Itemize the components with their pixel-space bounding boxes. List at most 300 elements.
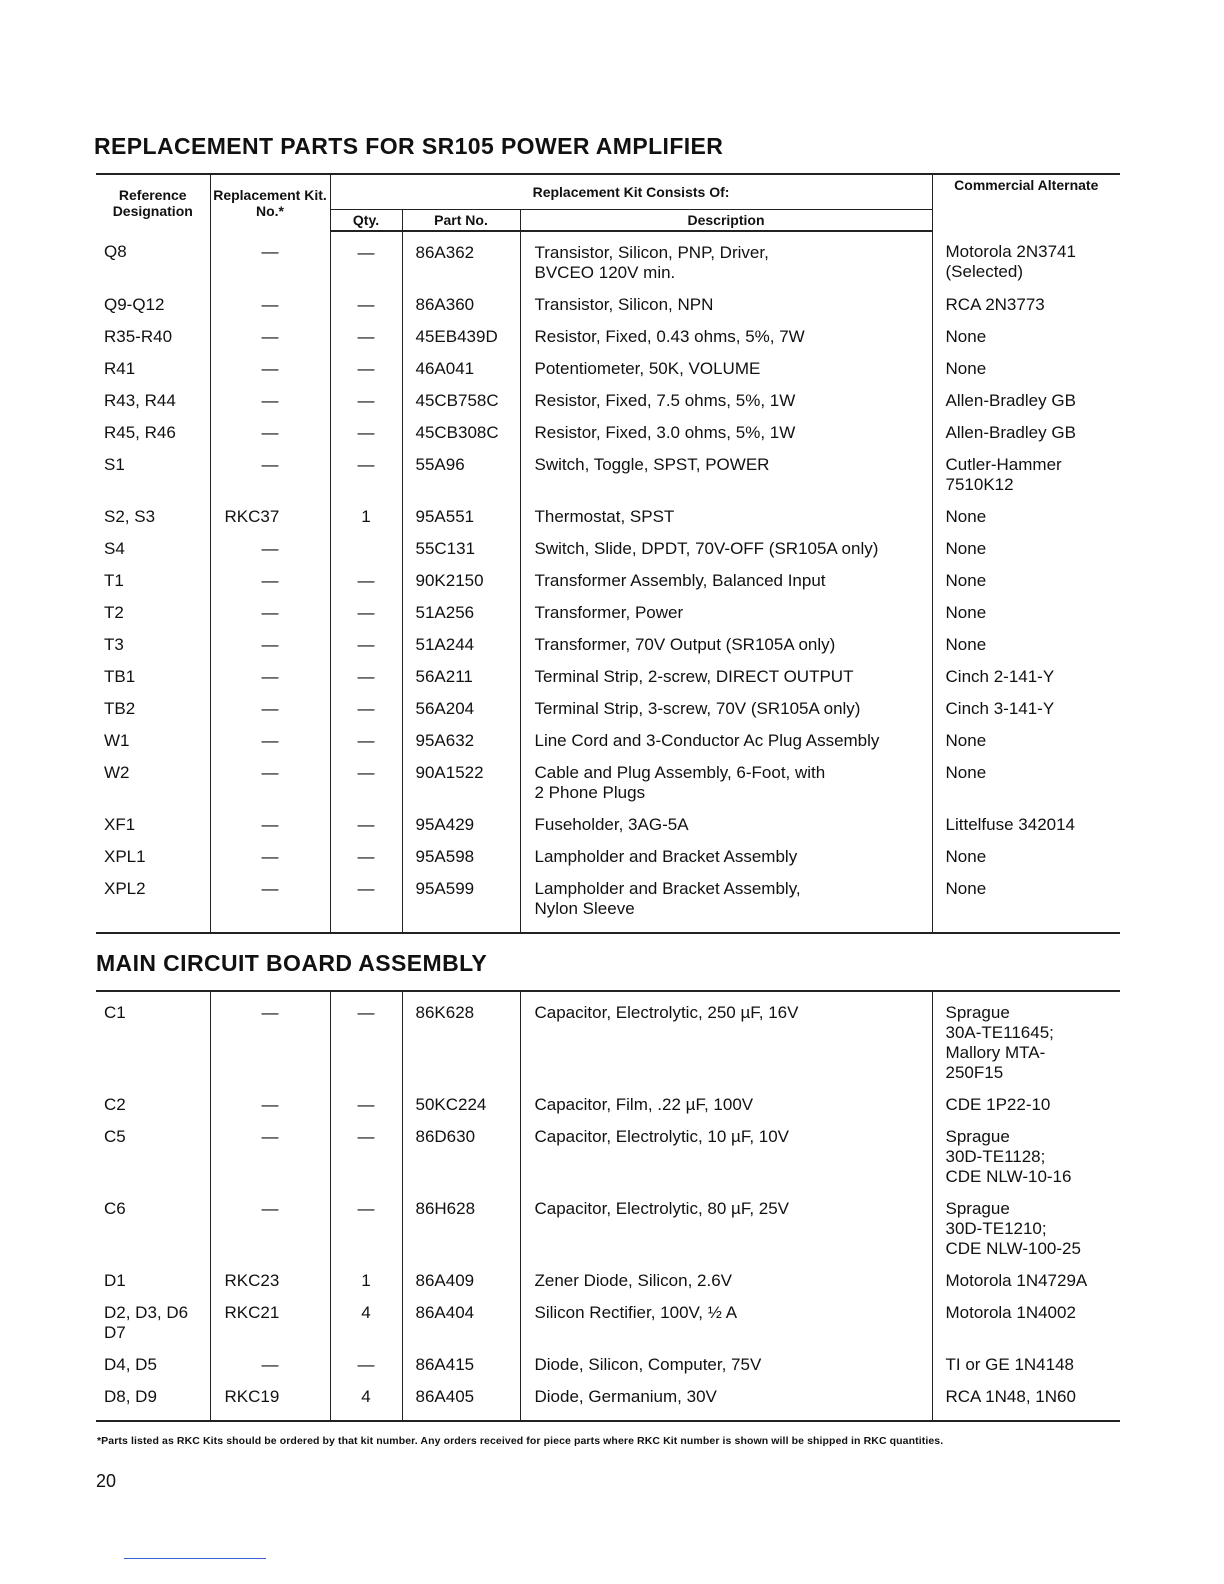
qty-cell-line: —: [357, 1003, 375, 1022]
part-number-cell-line: 86A360: [415, 295, 475, 314]
reference-cell: [96, 1376, 210, 1408]
description-cell-line: Terminal Strip, 2-screw, DIRECT OUTPUT: [534, 667, 854, 686]
description-cell: [520, 528, 932, 560]
alternate-cell: [932, 380, 1120, 412]
reference-cell-line: C1: [104, 1003, 126, 1022]
alternate-cell-line: (Selected): [945, 262, 1023, 281]
reference-cell: [96, 592, 210, 624]
part-number-cell: [402, 688, 520, 720]
part-number-cell: [402, 1260, 520, 1292]
table-row: [96, 592, 1120, 624]
kit-cell-line: —: [261, 1127, 279, 1146]
reference-cell-line: D2, D3, D6: [104, 1303, 189, 1322]
alternate-cell-line: None: [945, 539, 987, 558]
description-cell-line: Transformer, 70V Output (SR105A only): [534, 635, 836, 654]
part-number-cell-line: 51A256: [415, 603, 475, 622]
reference-cell-line: S1: [104, 455, 125, 474]
reference-cell: [96, 1188, 210, 1260]
alternate-cell: [932, 316, 1120, 348]
alternate-cell: [932, 412, 1120, 444]
alternate-cell: [932, 1084, 1120, 1116]
kit-cell: [210, 1188, 330, 1260]
description-cell: [520, 656, 932, 688]
table-row: [96, 348, 1120, 380]
alternate-cell: [932, 804, 1120, 836]
qty-cell: [330, 688, 402, 720]
part-number-cell: [402, 496, 520, 528]
part-number-cell-line: 90K2150: [415, 571, 484, 590]
part-number-cell: [402, 992, 520, 1084]
kit-cell: [210, 1292, 330, 1344]
header-reference: Reference Designation: [96, 174, 210, 231]
part-number-cell: [402, 720, 520, 752]
kit-cell: [210, 656, 330, 688]
description-cell-line: Diode, Silicon, Computer, 75V: [534, 1355, 762, 1374]
part-number-cell: [402, 868, 520, 920]
qty-cell: [330, 1260, 402, 1292]
description-cell-line: Resistor, Fixed, 3.0 ohms, 5%, 1W: [534, 423, 796, 442]
part-number-cell: [402, 1084, 520, 1116]
alternate-cell-line: 250F15: [945, 1063, 1004, 1082]
qty-cell-line: —: [357, 423, 375, 442]
reference-cell: [96, 752, 210, 804]
description-cell: [520, 1260, 932, 1292]
kit-cell: [210, 992, 330, 1084]
qty-cell-line: —: [357, 1355, 375, 1374]
description-cell-line: Silicon Rectifier, 100V, ½ A: [534, 1303, 738, 1322]
qty-cell: [330, 284, 402, 316]
description-cell-line: Line Cord and 3-Conductor Ac Plug Assembly: [534, 731, 880, 750]
alternate-cell: [932, 1344, 1120, 1376]
table-row: [96, 1084, 1120, 1116]
description-cell-line: BVCEO 120V min.: [534, 263, 676, 282]
qty-cell-line: —: [357, 667, 375, 686]
alternate-cell: [932, 1260, 1120, 1292]
main-board-table: [96, 990, 1120, 1422]
description-cell: [520, 1188, 932, 1260]
qty-cell-line: —: [357, 1095, 375, 1114]
part-number-cell: [402, 348, 520, 380]
kit-cell: [210, 348, 330, 380]
kit-cell-line: —: [261, 455, 279, 474]
alternate-cell-line: CDE NLW-100-25: [945, 1239, 1081, 1258]
reference-cell: [96, 868, 210, 920]
alternate-cell: [932, 284, 1120, 316]
qty-cell-line: —: [357, 295, 375, 314]
alternate-cell: [932, 992, 1120, 1084]
reference-cell-line: W2: [104, 763, 130, 782]
kit-cell-line: —: [261, 1199, 279, 1218]
alternate-cell-line: None: [945, 507, 987, 526]
description-cell-line: Switch, Slide, DPDT, 70V-OFF (SR105A only): [534, 539, 879, 558]
qty-cell: [330, 804, 402, 836]
qty-cell: [330, 1116, 402, 1188]
description-cell: [520, 284, 932, 316]
page-number: 20: [96, 1471, 117, 1491]
kit-cell: [210, 624, 330, 656]
kit-cell: [210, 316, 330, 348]
qty-cell: [330, 1376, 402, 1408]
part-number-cell: [402, 592, 520, 624]
part-number-cell-line: 45EB439D: [415, 327, 498, 346]
reference-cell-line: XPL2: [104, 879, 146, 898]
alternate-cell-line: None: [945, 571, 987, 590]
part-number-cell-line: 95A598: [415, 847, 475, 866]
alternate-cell: [932, 496, 1120, 528]
part-number-cell: [402, 1116, 520, 1188]
reference-cell-line: Q8: [104, 242, 127, 261]
part-number-cell: [402, 1188, 520, 1260]
part-number-cell: [402, 1292, 520, 1344]
qty-cell: [330, 1344, 402, 1376]
description-cell-line: Lampholder and Bracket Assembly: [534, 847, 798, 866]
alternate-cell-line: None: [945, 359, 987, 378]
qty-cell: [330, 560, 402, 592]
description-cell: [520, 720, 932, 752]
alternate-cell: [932, 1188, 1120, 1260]
part-number-cell: [402, 836, 520, 868]
alternate-cell: [932, 752, 1120, 804]
header-consists: Replacement Kit Consists Of:: [330, 174, 932, 210]
table-row: [96, 496, 1120, 528]
kit-cell: [210, 1376, 330, 1408]
reference-cell-line: S4: [104, 539, 125, 558]
reference-cell: [96, 1260, 210, 1292]
reference-cell: [96, 836, 210, 868]
kit-cell: [210, 1344, 330, 1376]
kit-cell: [210, 836, 330, 868]
reference-cell-line: XPL1: [104, 847, 146, 866]
reference-cell: [96, 444, 210, 496]
kit-cell: [210, 688, 330, 720]
reference-cell: [96, 992, 210, 1084]
kit-cell-line: —: [261, 242, 279, 261]
table-row: [96, 992, 1120, 1084]
kit-cell-line: —: [261, 815, 279, 834]
kit-cell-line: —: [261, 359, 279, 378]
part-number-cell-line: 86A404: [415, 1303, 475, 1322]
part-number-cell: [402, 804, 520, 836]
description-cell-line: Transformer Assembly, Balanced Input: [534, 571, 826, 590]
part-number-cell-line: 46A041: [415, 359, 475, 378]
header-qty: Qty.: [330, 210, 402, 232]
table-row: [96, 1292, 1120, 1344]
alternate-cell: [932, 528, 1120, 560]
kit-cell-line: RKC37: [224, 507, 280, 526]
kit-cell-line: —: [261, 879, 279, 898]
kit-cell: [210, 496, 330, 528]
qty-cell-line: —: [357, 815, 375, 834]
alternate-cell-line: 30D-TE1210;: [945, 1219, 1047, 1238]
reference-cell: [96, 688, 210, 720]
header-part-no: Part No.: [402, 210, 520, 232]
alternate-cell: [932, 1376, 1120, 1408]
bottom-rule: [124, 1558, 266, 1559]
part-number-cell-line: 86A409: [415, 1271, 475, 1290]
description-cell-line: Cable and Plug Assembly, 6-Foot, with: [534, 763, 826, 782]
alternate-cell: [932, 592, 1120, 624]
table-row: [96, 624, 1120, 656]
alternate-cell-line: Cinch 3-141-Y: [945, 699, 1055, 718]
alternate-cell-line: None: [945, 731, 987, 750]
qty-cell-line: —: [357, 763, 375, 782]
alternate-cell: [932, 688, 1120, 720]
description-cell-line: Zener Diode, Silicon, 2.6V: [534, 1271, 732, 1290]
part-number-cell: [402, 380, 520, 412]
reference-cell-line: T1: [104, 571, 124, 590]
alternate-cell-line: CDE NLW-10-16: [945, 1167, 1072, 1186]
qty-cell: [330, 316, 402, 348]
part-number-cell: [402, 231, 520, 284]
reference-cell: [96, 348, 210, 380]
qty-cell: [330, 444, 402, 496]
table-row: [96, 1344, 1120, 1376]
table-row: [96, 284, 1120, 316]
part-number-cell-line: 55C131: [415, 539, 476, 558]
part-number-cell: [402, 1344, 520, 1376]
alternate-cell-line: None: [945, 327, 987, 346]
reference-cell-line: TB2: [104, 699, 136, 718]
qty-cell: [330, 868, 402, 920]
alternate-cell-line: Allen-Bradley GB: [945, 391, 1076, 410]
alternate-cell: [932, 348, 1120, 380]
description-cell-line: Diode, Germanium, 30V: [534, 1387, 717, 1406]
kit-cell-line: —: [261, 603, 279, 622]
reference-cell-line: S2, S3: [104, 507, 156, 526]
description-cell-line: Resistor, Fixed, 7.5 ohms, 5%, 1W: [534, 391, 796, 410]
part-number-cell: [402, 1376, 520, 1408]
reference-cell-line: T2: [104, 603, 124, 622]
alternate-cell-line: Cinch 2-141-Y: [945, 667, 1055, 686]
kit-cell-line: —: [261, 847, 279, 866]
kit-cell-line: —: [261, 1355, 279, 1374]
table-row: [96, 316, 1120, 348]
qty-cell: [330, 656, 402, 688]
description-cell-line: Fuseholder, 3AG-5A: [534, 815, 689, 834]
alternate-cell: [932, 444, 1120, 496]
alternate-cell-line: Sprague: [945, 1199, 1010, 1218]
section-title-main-board: MAIN CIRCUIT BOARD ASSEMBLY: [96, 950, 488, 976]
description-cell: [520, 836, 932, 868]
qty-cell: [330, 380, 402, 412]
alternate-cell-line: Mallory MTA-: [945, 1043, 1046, 1062]
description-cell-line: Thermostat, SPST: [534, 507, 675, 526]
reference-cell: [96, 560, 210, 592]
qty-cell-line: —: [357, 603, 375, 622]
kit-cell: [210, 752, 330, 804]
alternate-cell-line: None: [945, 603, 987, 622]
main-board-body: [96, 992, 1120, 1421]
description-cell: [520, 688, 932, 720]
reference-cell-line: W1: [104, 731, 130, 750]
description-cell-line: Capacitor, Film, .22 µF, 100V: [534, 1095, 754, 1114]
reference-cell: [96, 804, 210, 836]
qty-cell-line: —: [357, 1199, 375, 1218]
reference-cell-line: XF1: [104, 815, 136, 834]
kit-cell-line: —: [261, 571, 279, 590]
table-row: [96, 1376, 1120, 1408]
description-cell: [520, 1084, 932, 1116]
part-number-cell-line: 86A362: [415, 243, 475, 262]
part-number-cell: [402, 528, 520, 560]
alternate-cell: [932, 836, 1120, 868]
kit-cell-line: —: [261, 763, 279, 782]
kit-cell-line: —: [261, 699, 279, 718]
qty-cell-line: —: [357, 359, 375, 378]
description-cell: [520, 560, 932, 592]
qty-cell-line: —: [357, 1127, 375, 1146]
description-cell: [520, 1344, 932, 1376]
table-row: [96, 380, 1120, 412]
kit-cell: [210, 444, 330, 496]
reference-cell-line: R41: [104, 359, 136, 378]
qty-cell-line: —: [357, 635, 375, 654]
alternate-cell-line: Sprague: [945, 1127, 1010, 1146]
qty-cell: [330, 1084, 402, 1116]
part-number-cell: [402, 624, 520, 656]
qty-cell: [330, 720, 402, 752]
table-row: [96, 1116, 1120, 1188]
table-row: [96, 868, 1120, 920]
kit-cell-line: —: [261, 539, 279, 558]
reference-cell-line: C2: [104, 1095, 126, 1114]
description-cell: [520, 1376, 932, 1408]
qty-cell-line: —: [357, 571, 375, 590]
section-title-replacement-parts: REPLACEMENT PARTS FOR SR105 POWER AMPLIFIER: [94, 133, 724, 159]
alternate-cell-line: Motorola 1N4729A: [945, 1271, 1088, 1290]
footnote: *Parts listed as RKC Kits should be ordered by that kit number. Any orders received for piece parts where RKC Kit number is shown will be shipped in RKC quantities.: [97, 1435, 944, 1447]
part-number-cell-line: 95A551: [415, 507, 475, 526]
qty-cell-line: —: [357, 879, 375, 898]
part-number-cell-line: 86D630: [415, 1127, 476, 1146]
alternate-cell: [932, 560, 1120, 592]
part-number-cell-line: 95A429: [415, 815, 475, 834]
description-cell: [520, 804, 932, 836]
table-end-spacer: [96, 920, 1120, 933]
header-commercial: Commercial Alternate: [932, 174, 1120, 231]
part-number-cell-line: 90A1522: [415, 763, 484, 782]
reference-cell-line: R45, R46: [104, 423, 176, 442]
qty-cell-line: —: [357, 731, 375, 750]
alternate-cell-line: Sprague: [945, 1003, 1010, 1022]
description-cell: [520, 444, 932, 496]
reference-cell: [96, 1116, 210, 1188]
reference-cell-line: D4, D5: [104, 1355, 157, 1374]
kit-cell: [210, 1084, 330, 1116]
reference-cell: [96, 656, 210, 688]
alternate-cell-line: None: [945, 635, 987, 654]
qty-cell: [330, 624, 402, 656]
reference-cell-line: T3: [104, 635, 124, 654]
kit-cell-line: RKC21: [224, 1303, 280, 1322]
qty-cell-line: —: [357, 699, 375, 718]
header-description: Description: [520, 210, 932, 232]
alternate-cell-line: Cutler-Hammer: [945, 455, 1062, 474]
table-end-spacer: [96, 1408, 1120, 1421]
description-cell-line: Resistor, Fixed, 0.43 ohms, 5%, 7W: [534, 327, 805, 346]
kit-cell-line: —: [261, 1095, 279, 1114]
qty-cell: [330, 592, 402, 624]
qty-cell-line: —: [357, 391, 375, 410]
kit-cell: [210, 868, 330, 920]
description-cell-line: Capacitor, Electrolytic, 250 µF, 16V: [534, 1003, 799, 1022]
description-cell-line: Terminal Strip, 3-screw, 70V (SR105A only): [534, 699, 861, 718]
part-number-cell: [402, 752, 520, 804]
part-number-cell: [402, 444, 520, 496]
part-number-cell-line: 95A632: [415, 731, 475, 750]
alternate-cell-line: Allen-Bradley GB: [945, 423, 1076, 442]
reference-cell: [96, 1084, 210, 1116]
reference-cell: [96, 316, 210, 348]
part-number-cell-line: 86A415: [415, 1355, 475, 1374]
kit-cell-line: —: [261, 667, 279, 686]
kit-cell-line: —: [261, 295, 279, 314]
replacement-parts-body: [96, 231, 1120, 933]
kit-cell-line: —: [261, 391, 279, 410]
table-row: [96, 528, 1120, 560]
table-row: [96, 1260, 1120, 1292]
kit-cell: [210, 1260, 330, 1292]
table-row: [96, 560, 1120, 592]
part-number-cell-line: 95A599: [415, 879, 475, 898]
qty-cell: [330, 752, 402, 804]
kit-cell-line: —: [261, 731, 279, 750]
alternate-cell: [932, 624, 1120, 656]
part-number-cell-line: 56A211: [415, 667, 473, 686]
table-row: [96, 720, 1120, 752]
qty-cell-line: 1: [361, 1271, 371, 1290]
reference-cell-line: R35-R40: [104, 327, 173, 346]
description-cell: [520, 592, 932, 624]
reference-cell: [96, 380, 210, 412]
qty-cell: [330, 992, 402, 1084]
part-number-cell-line: 86A405: [415, 1387, 475, 1406]
description-cell: [520, 496, 932, 528]
kit-cell-line: —: [261, 327, 279, 346]
description-cell-line: Capacitor, Electrolytic, 80 µF, 25V: [534, 1199, 790, 1218]
reference-cell-line: C6: [104, 1199, 126, 1218]
reference-cell: [96, 284, 210, 316]
alternate-cell: [932, 1116, 1120, 1188]
reference-cell-line: Q9-Q12: [104, 295, 165, 314]
table-row: [96, 1188, 1120, 1260]
qty-cell-line: —: [357, 243, 375, 262]
description-cell-line: 2 Phone Plugs: [534, 783, 646, 802]
reference-cell: [96, 496, 210, 528]
description-cell-line: Transistor, Silicon, NPN: [534, 295, 714, 314]
qty-cell: [330, 836, 402, 868]
part-number-cell-line: 56A204: [415, 699, 475, 718]
qty-cell-line: 4: [361, 1303, 371, 1322]
kit-cell-line: —: [261, 635, 279, 654]
description-cell: [520, 348, 932, 380]
table-row: [96, 444, 1120, 496]
kit-cell: [210, 1116, 330, 1188]
reference-cell: [96, 231, 210, 284]
reference-cell-line: D1: [104, 1271, 126, 1290]
part-number-cell-line: 45CB758C: [415, 391, 499, 410]
kit-cell: [210, 380, 330, 412]
description-cell-line: Nylon Sleeve: [534, 899, 635, 918]
description-cell: [520, 868, 932, 920]
kit-cell: [210, 592, 330, 624]
qty-cell: [330, 528, 402, 560]
reference-cell-line: D8, D9: [104, 1387, 157, 1406]
qty-cell: [330, 231, 402, 284]
kit-cell-line: —: [261, 423, 279, 442]
replacement-parts-table: [96, 173, 1120, 934]
alternate-cell-line: CDE 1P22-10: [945, 1095, 1051, 1114]
